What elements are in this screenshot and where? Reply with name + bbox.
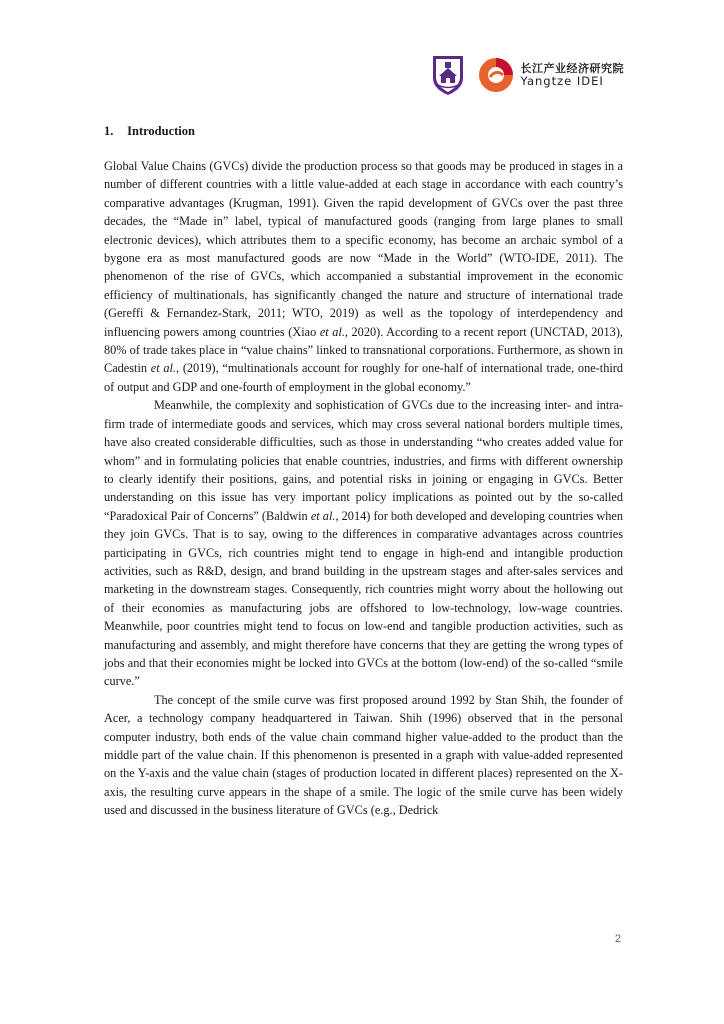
section-number: 1. <box>104 124 114 138</box>
paragraph-3: The concept of the smile curve was first proposed around 1992 by Stan Shih, the founder of Acer, a technology company headquartered in Taiwan. Shih (1996) observed that in the personal computer industry, both ends of the value chain command higher value-added to the product than the middle part of the value chain. If this phenomenon is presented in a graph with value-added represented on the Y-axis and the value chain (stages of production located in different places) represented on the X-axis, the resulting curve appears in the shape of a smile. The logic of the smile curve has been widely used and discussed in the business literature of GVCs (e.g., Dedrick <box>104 692 623 818</box>
idei-logo-icon <box>477 56 515 94</box>
header-logos <box>431 54 625 96</box>
section-heading <box>104 122 623 140</box>
university-shield-icon <box>431 54 465 96</box>
logo-chinese-text: 长江产业经济研究院 <box>520 61 624 75</box>
main-content <box>104 122 623 820</box>
logo-english-text: Yangtze IDEI <box>520 73 604 88</box>
section-title: Introduction <box>127 124 195 138</box>
page-number: 2 <box>614 933 621 945</box>
paragraph-1: Global Value Chains (GVCs) divide the production process so that goods may be produced in stages in a number of different countries with a little value-added at each stage in accordance with each country’s comparative advantages (Krugman, 1991). Given the rapid development of GVCs over the past three decades, the “Made in” label, typical of manufactured goods (ranging from large planes to small electronic devices), which attributes them to a specific economy, has become an archaic symbol of a bygone era as most manufactured goods are now “Made in the World” (WTO-IDE, 2011). The phenomenon of the rise of GVCs, which accompanied a substantial improvement in the economic efficiency of multinationals, has significantly changed the nature and structure of international trade (Gereffi & Fernandez-Stark, 2011; WTO, 2019) as well as the topology of interdependency and influencing powers among countries (Xiao et al., 2020). According to a recent report (UNCTAD, 2013), 80% of trade takes place in “value chains” linked to transnational corporations. Furthermore, as shown in Cadestin et al., (2019), “multinationals account for roughly for one-half of international trade, one-third of output and GDP and one-fourth of employment in the global economy.” <box>104 159 624 394</box>
paragraph-2: Meanwhile, the complexity and sophistication of GVCs due to the increasing inter- and intra-firm trade of intermediate goods and services, which may cross several national borders multiple times, have also created considerable difficulties, such as those in understanding “who creates added value for whom” and in formulating policies that enable countries, industries, and firms with different ownership to clearly identify their positions, gains, and potential risks in joining or engaging in GVCs. Better understanding on this issue has very important policy implications as pointed out by the so-called “Paradoxical Pair of Concerns” (Baldwin et al., 2014) for both developed and developing countries when they join GVCs. That is to say, owing to the differences in comparative advantages across countries participating in GVCs, rich countries might tend to engage in high-end and intangible production activities, such as R&D, design, and brand building in the upstream stages and after-sales services and marketing in the downstream stages. Consequently, rich countries might worry about the hollowing out of their economies as manufacturing jobs are offshored to low-technology, low-wage countries. Meanwhile, poor countries might tend to focus on low-end and tangible production activities, such as manufacturing and assembly, and might therefore have concerns that they are getting the wrong types of jobs and that their economies might be locked into GVCs at the bottom (low-end) of the so-called “smile curve.” <box>104 398 623 689</box>
idei-logo <box>477 56 625 94</box>
